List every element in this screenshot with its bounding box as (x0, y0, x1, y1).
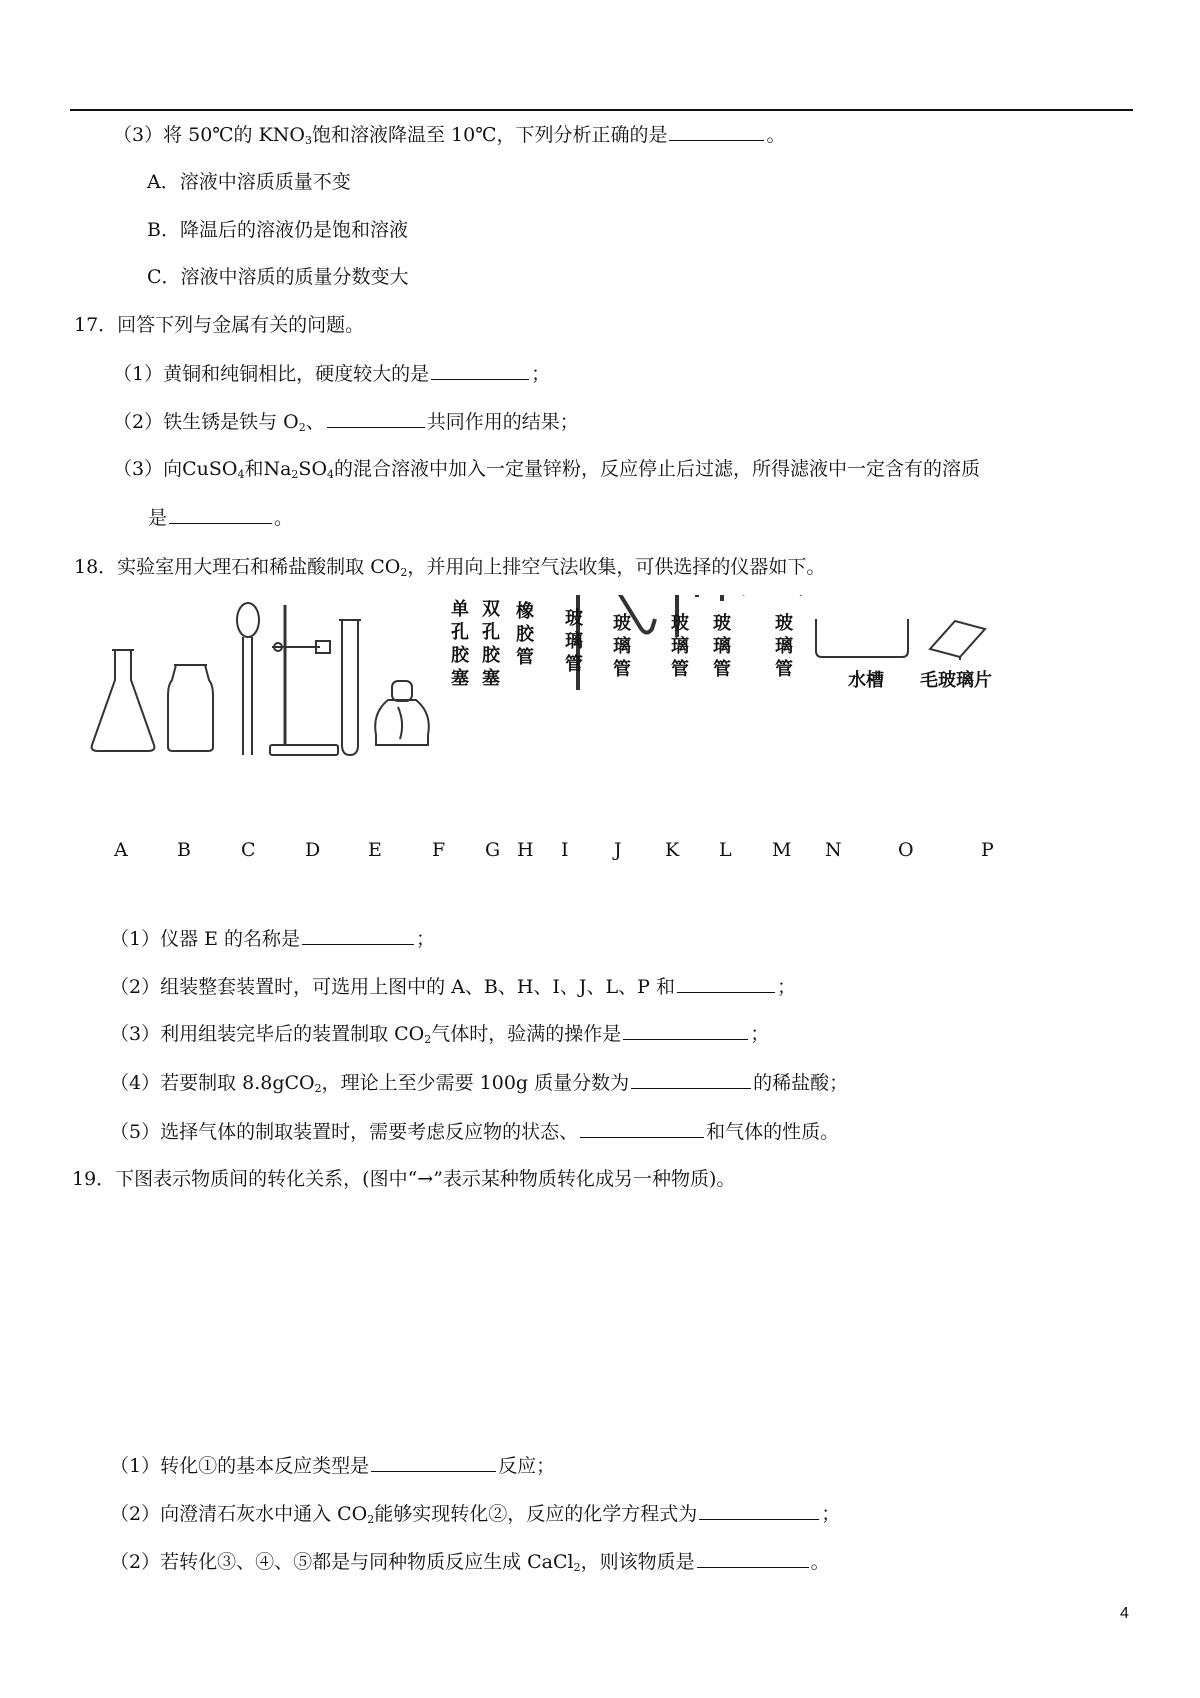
q18-part5-text: 和气体的性质。 (706, 1121, 840, 1143)
q18-part2 (110, 974, 796, 999)
glass-tube-m-icon (722, 595, 745, 601)
answer-blank[interactable] (327, 409, 425, 428)
punct: ； (750, 1023, 770, 1045)
punct: 。 (274, 507, 294, 529)
answer-blank[interactable] (631, 1070, 751, 1089)
punct: 。 (766, 124, 786, 146)
q18-part1-text: （1）仪器 E 的名称是 (110, 928, 301, 950)
q17-part3-text: SO (298, 458, 328, 480)
punct: 。 (810, 1551, 830, 1573)
q18-part1 (110, 926, 435, 951)
letter-P: P (981, 839, 994, 861)
answer-blank[interactable] (697, 1549, 809, 1568)
answer-blank[interactable] (371, 1453, 496, 1472)
page-number: 4 (1120, 1605, 1129, 1622)
long-funnel-icon (237, 603, 259, 637)
letter-M: M (772, 839, 792, 861)
label-rubber-tube: 橡 胶 管 (516, 601, 534, 668)
q19-part2-text: （2）向澄清石灰水中通入 CO (110, 1503, 368, 1525)
punct: ； (531, 363, 551, 385)
q16-option-a: A．溶液中溶质质量不变 (147, 171, 351, 193)
letter-K: K (665, 839, 680, 861)
answer-blank[interactable] (302, 926, 414, 945)
label-glass-tube-l: 玻 璃 管 (671, 613, 689, 680)
answer-blank[interactable] (623, 1021, 748, 1040)
letter-J: J (614, 839, 622, 861)
letter-B: B (177, 839, 191, 861)
q19-part1-text: 反应； (498, 1455, 556, 1477)
q18-title-text: ，并用向上排空气法收集，可供选择的仪器如下。 (407, 556, 826, 578)
letter-H: H (517, 839, 534, 861)
label-double-stopper: 双 孔 胶 塞 (482, 599, 500, 689)
q19-part3 (110, 1549, 830, 1574)
q18-part2-text: （2）组装整套装置时，可选用上图中的 A、B、H、I、J、L、P 和 (110, 976, 675, 998)
letter-I: I (561, 839, 569, 861)
q17-part1-text: （1）黄铜和纯铜相比，硬度较大的是 (113, 363, 430, 385)
letter-O: O (898, 839, 914, 861)
label-glass-tube-k: 玻 璃 管 (613, 613, 631, 680)
q16-option-c: C．溶液中溶质的质量分数变大 (147, 266, 409, 288)
conical-flask-icon (92, 650, 155, 751)
punct: ； (821, 1503, 841, 1525)
subscript: 2 (573, 1561, 581, 1574)
glass-slide-icon (930, 621, 985, 657)
label-water-trough: 水槽 (848, 670, 884, 691)
punct: 、 (305, 411, 325, 433)
water-trough-icon (816, 619, 908, 657)
q18-part3-text: 气体时，验满的操作是 (431, 1023, 622, 1045)
q17-part2-text: （2）铁生锈是铁与 O (113, 411, 299, 433)
label-glass-tube-n: 玻 璃 管 (775, 613, 793, 680)
q17-part3-text: 和Na (244, 458, 292, 480)
subscript: 2 (298, 421, 306, 434)
punct: ； (416, 928, 436, 950)
letter-F: F (432, 839, 446, 861)
label-glass-tube-j: 玻 璃 管 (565, 608, 583, 675)
label-glass-tube-m: 玻 璃 管 (713, 613, 731, 680)
q16-option-b: B．降温后的溶液仍是饱和溶液 (147, 219, 408, 241)
q18-part3-text: （3）利用组装完毕后的装置制取 CO (110, 1023, 425, 1045)
label-glass-slide: 毛玻璃片 (920, 670, 992, 691)
letter-C: C (241, 839, 256, 861)
q16-part3 (113, 122, 786, 147)
subscript: 2 (400, 566, 408, 579)
letter-D: D (305, 839, 321, 861)
q18-part5 (110, 1119, 839, 1144)
answer-blank[interactable] (699, 1501, 819, 1520)
answer-blank[interactable] (431, 361, 529, 380)
punct: ； (776, 976, 796, 998)
q19-part1-text: （1）转化①的基本反应类型是 (110, 1455, 370, 1477)
q17-part3-text: 是 (148, 507, 168, 529)
q17-part3 (113, 457, 980, 481)
subscript: 3 (305, 134, 312, 147)
letter-L: L (719, 839, 732, 861)
q19-part2 (110, 1501, 840, 1526)
subscript: 4 (327, 468, 335, 481)
q17-part2 (113, 409, 579, 434)
q17-part3-text: （3）向CuSO (113, 458, 238, 480)
subscript: 2 (314, 1082, 322, 1095)
subscript: 2 (291, 468, 299, 481)
q18-part4-text: ，理论上至少需要 100g 质量分数为 (321, 1072, 630, 1094)
letter-A: A (114, 839, 128, 861)
q16-part3-text: （3）将 50℃的 KNO (113, 124, 305, 146)
answer-blank[interactable] (580, 1119, 704, 1138)
q17-part2-text: 共同作用的结果； (426, 411, 579, 433)
q19-part2-text: 能够实现转化②，反应的化学方程式为 (374, 1503, 698, 1525)
subscript: 2 (424, 1033, 432, 1046)
subscript: 2 (367, 1513, 375, 1526)
q19-title: 19．下图表示物质间的转化关系，(图中“→”表示某种物质转化成另一种物质)。 (72, 1168, 736, 1190)
q18-title (74, 555, 825, 579)
q18-title-text: 18．实验室用大理石和稀盐酸制取 CO (74, 556, 401, 578)
q18-part4-text: （4）若要制取 8.8gCO (110, 1072, 315, 1094)
q17-part1 (113, 361, 550, 386)
q17-part3-text: 的混合溶液中加入一定量锌粉，反应停止后过滤，所得滤液中一定含有的溶质 (334, 458, 981, 480)
q18-part3 (110, 1021, 769, 1046)
answer-blank[interactable] (169, 505, 272, 524)
bottle-icon (168, 665, 213, 751)
q19-part1 (110, 1453, 555, 1478)
q19-part3-text: （2）若转化③、④、⑤都是与同种物质反应生成 CaCl (110, 1551, 574, 1573)
header-rule (70, 109, 1133, 111)
answer-blank[interactable] (677, 974, 775, 993)
letter-E: E (368, 839, 382, 861)
q19-part3-text: ，则该物质是 (580, 1551, 695, 1573)
subscript: 4 (237, 468, 245, 481)
answer-blank[interactable] (669, 122, 764, 141)
q18-part4-text: 的稀盐酸； (753, 1072, 849, 1094)
label-single-stopper: 单 孔 胶 塞 (451, 599, 469, 689)
letter-N: N (825, 839, 842, 861)
q18-part4 (110, 1070, 848, 1095)
q18-part5-text: （5）选择气体的制取装置时，需要考虑反应物的状态、 (110, 1121, 579, 1143)
test-tube-icon (342, 620, 358, 755)
q16-part3-text: 饱和溶液降温至 10℃，下列分析正确的是 (312, 124, 668, 146)
letter-G: G (485, 839, 501, 861)
q17-title: 17．回答下列与金属有关的问题。 (74, 314, 365, 336)
q17-part3-cont (148, 505, 293, 530)
